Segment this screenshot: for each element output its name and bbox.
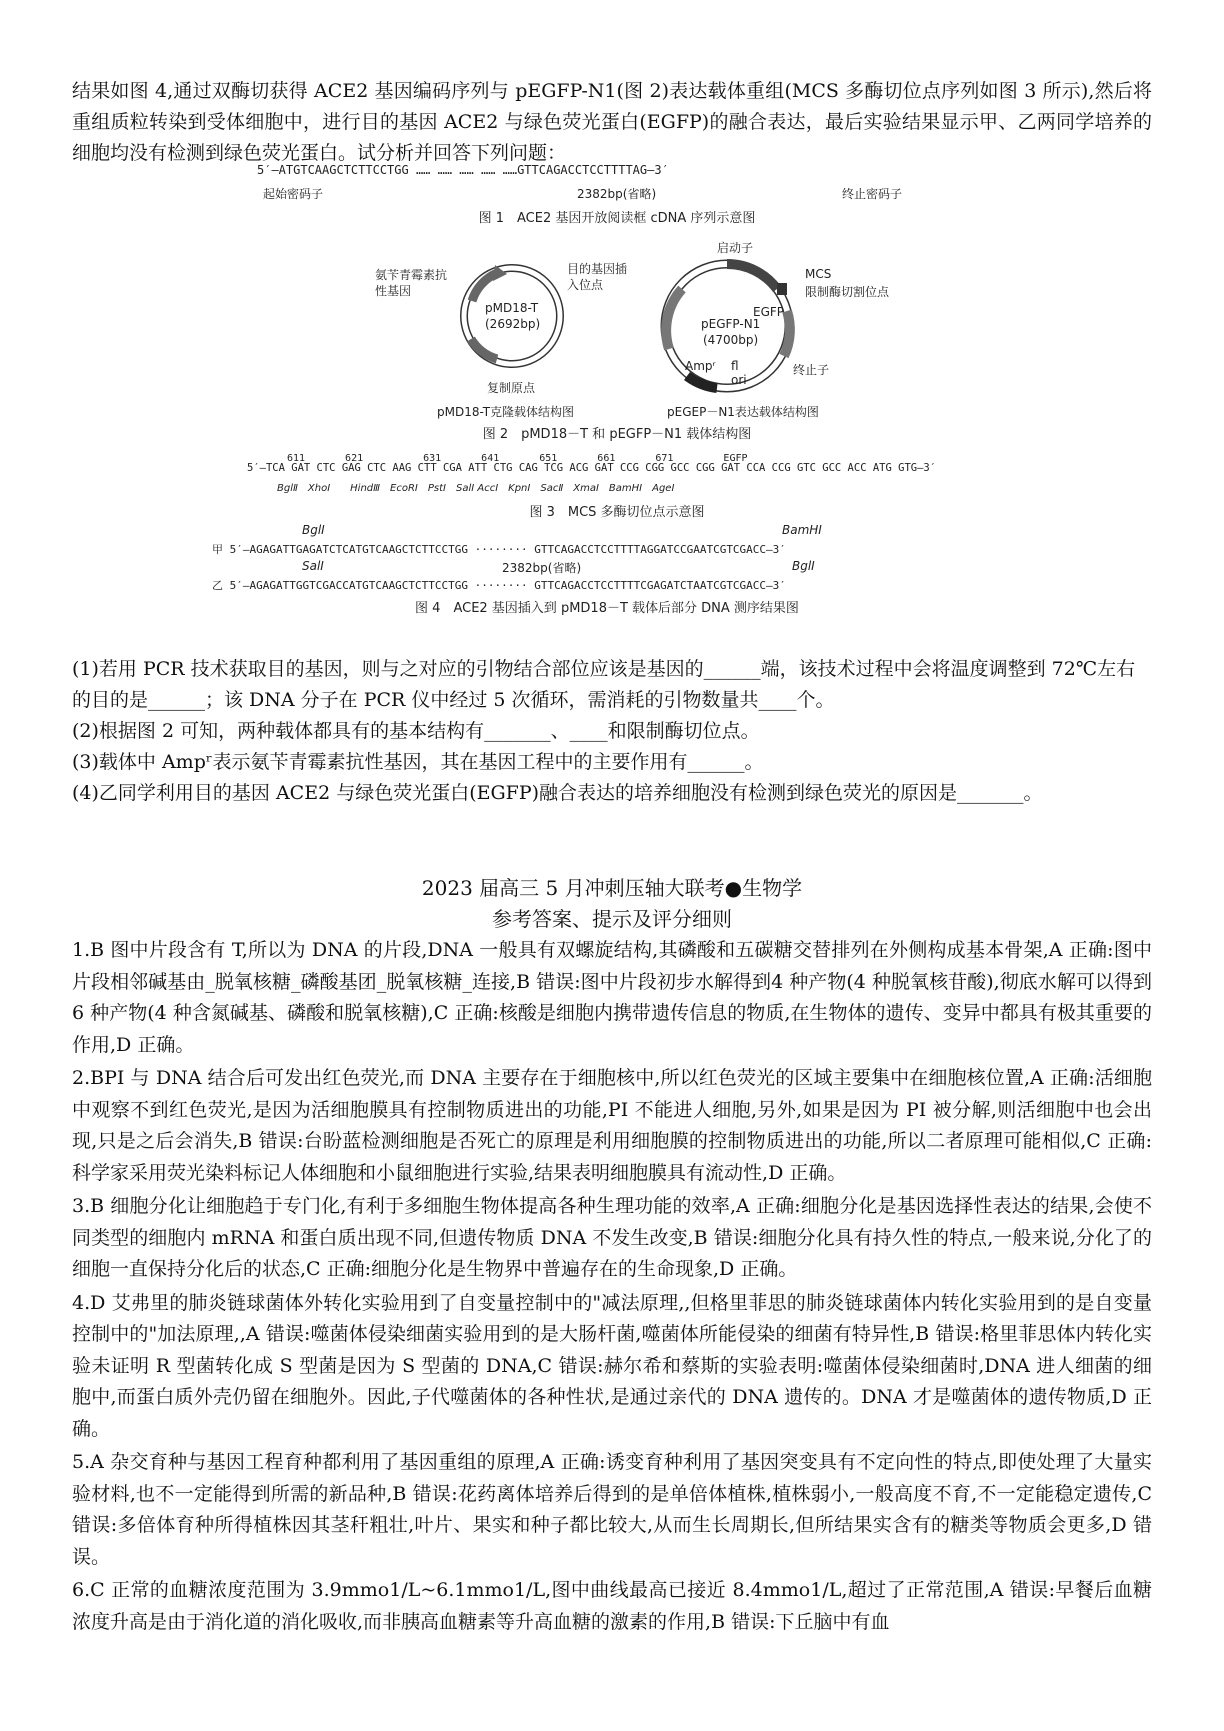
fig1-stop-label: 终止密码子 — [842, 187, 903, 201]
fig3-enzymes: BglⅡ XhoⅠ HindⅢ EcoRⅠ PstⅠ SalⅠ AccⅠ KpnⅠ SacⅡ XmaⅠ BamHⅠ AgeⅠ — [277, 483, 675, 494]
figure-3 — [247, 449, 987, 519]
fig1-start-label: 起始密码子 — [263, 187, 324, 201]
pmd18t-size: (2692bp) — [485, 317, 541, 331]
intro-paragraph: 结果如图 4,通过双酶切获得 ACE2 基因编码序列与 pEGFP-N1(图 2)表达载体重组(MCS 多酶切位点序列如图 3 所示),然后将重组质粒转染到受体细胞中，进行目的基因 ACE2 与绿色荧光蛋白(EGFP)的融合表达，最后实验结果显示甲、乙两同学培养的细胞均没有检测到绿色荧光蛋白。试分析并回答下列问题： — [72, 80, 1152, 164]
fig2-caption: 图 2 pMD18－T 和 pEGFP－N1 载体结构图 — [482, 427, 752, 442]
fig1-sequence: 5′–ATGTCAAGCTCTTCCTGG …… …… …… …… ……GTTCAGACCTCCTTTTAG–3′ — [257, 163, 669, 177]
question-1: (1)若用 PCR 技术获取目的基因，则与之对应的引物结合部位应该是基因的______端，该技术过程中会将温度调整到 72℃左右的目的是______；该 DNA 分子在 PCR 仪中经过 5 次循环，需消耗的引物数量共____个。 — [72, 658, 1136, 711]
pegfp-size: (4700bp) — [703, 333, 759, 347]
fig3-caption: 图 3 MCS 多酶切位点示意图 — [529, 505, 705, 520]
fig1-caption: 图 1 ACE2 基因开放阅读框 cDNA 序列示意图 — [478, 211, 756, 226]
answer-item: 3.B 细胞分化让细胞趋于专门化,有利于多细胞生物体提高各种生理功能的效率,A 正确:细胞分化是基因选择性表达的结果,会使不同类型的细胞内 mRNA 和蛋白质出现不同,但遗传物质 DNA 不发生改变,B 错误:细胞分化具有持久性的特点,一般来说,分化了的细胞一直保持分化后的状态,C 正确:细胞分化是生物界中普遍存在的生命现象,D 正确。 — [72, 1195, 1152, 1280]
answer-item: 2.BPI 与 DNA 结合后可发出红色荧光,而 DNA 主要存在于细胞核中,所以红色荧光的区域主要集中在细胞核位置,A 正确:活细胞中观察不到红色荧光,是因为活细胞膜具有控制物质进出的功能,PI 不能进人细胞,另外,如果是因为 PI 被分解,则活细胞中也会出现,只是之后会消失,B 错误:台盼蓝检测细胞是否死亡的原理是利用细胞膜的控制物质进出的功能,所以二者原理可能相似,C 正确:科学家采用荧光染料标记人体细胞和小鼠细胞进行实验,结果表明细胞膜具有流动性,D 正确。 — [72, 1067, 1152, 1184]
pegfp-mcs-label: MCS — [805, 267, 832, 281]
answer-item: 6.C 正常的血糖浓度范围为 3.9mmo1/L~6.1mmo1/L,图中曲线最高已接近 8.4mmo1/L,超过了正常范围,A 错误:早餐后血糖浓度升高是由于消化道的消化吸收,而非胰高血糖素等升高血糖的激素的作用,B 错误:下丘脑中有血 — [72, 1579, 1152, 1633]
pegfp-egfp-label: EGFP — [753, 305, 785, 319]
answer-title: 2023 届高三 5 月冲刺压轴大联考●生物学 — [421, 876, 803, 900]
question-4: (4)乙同学利用目的基因 ACE2 与绿色荧光蛋白(EGFP)融合表达的培养细胞没有检测到绿色荧光的原因是_______。 — [72, 782, 1043, 804]
answer-subtitle: 参考答案、提示及评分细则 — [492, 907, 732, 931]
pegfp-amp-label: Ampʳ — [685, 359, 716, 373]
answer-item: 1.B 图中片段含有 T,所以为 DNA 的片段,DNA 一般具有双螺旋结构,其磷酸和五碳糖交替排列在外侧构成基本骨架,A 正确:图中片段相邻碱基由_脱氧核糖_磷酸基团_脱氧核糖_连接,B 错误:图中片段初步水解得到4 种产物(4 种脱氧核苷酸),彻底水解可以得到 6 种产物(4 种含氮碱基、磷酸和脱氧核糖),C 正确:核酸是细胞内携带遗传信息的物质,在生物体的遗传、变异中都具有极其重要的作用,D 正确。 — [72, 939, 1152, 1056]
pmd18t-insert-label: 目的基因插入位点 — [567, 262, 628, 292]
answer-list — [72, 935, 1152, 1640]
fig1-mid-label: 2382bp(省略) — [577, 187, 657, 201]
pmd18t-name: pMD18-T — [485, 301, 539, 315]
fig4-jia-enzyme-1: BglⅠ — [302, 523, 325, 537]
question-3: (3)载体中 Ampʳ表示氨苄青霉素抗性基因，其在基因工程中的主要作用有______。 — [72, 751, 764, 773]
fig3-positions: 611 621 631 641 651 661 671 EGFP — [287, 453, 748, 464]
pegfp-promoter-label: 启动子 — [717, 241, 754, 255]
fig4-jia-sequence: 甲 5′–AGAGATTGAGATCTCATGTCAAGCTCTTCCTGG ········ GTTCAGACCTCCTTTTAGGATCCGAATCGTCGACC–3′ — [212, 543, 786, 556]
fig4-caption: 图 4 ACE2 基因插入到 pMD18－T 载体后部分 DNA 测序结果图 — [415, 601, 799, 616]
answer-item: 5.A 杂交育种与基因工程育种都利用了基因重组的原理,A 正确:诱变育种利用了基因突变具有不定向性的特点,即使处理了大量实验材料,也不一定能得到所需的新品种,B 错误:花药离体培养后得到的是单倍体植株,植株弱小,一般高度不育,不一定能稳定遗传,C 错误:多倍体育种所得植株因其茎秆粗壮,叶片、果实和种子都比较大,从而生长周期长,但所结果实含有的糖类等物质会更多,D 错误。 — [72, 1451, 1152, 1568]
fig4-yi-sequence: 乙 5′–AGAGATTGGTCGACCATGTCAAGCTCTTCCTGG ········ GTTCAGACCTCCTTTTCGAGATCTAATCGTCGACC–3′ — [212, 579, 786, 592]
pegfp-mcs-desc: 限制酶切割位点 — [805, 285, 890, 299]
fig3-sequence: 5′–TCA GAT CTC GAG CTC AAG CTT CGA ATT CTG CAG TCG ACG GAT CCG CGG GCC CGG GAT CCA CCG GTC GCC ACC ATG GTG–3′ — [247, 462, 937, 474]
pmd18t-ori-label: 复制原点 — [487, 381, 536, 395]
fig4-yi-enzyme-1: SalⅠ — [302, 559, 324, 573]
question-2: (2)根据图 2 可知，两种载体都具有的基本结构有_______、____和限制酶切位点。 — [72, 720, 760, 742]
pegfp-name: pEGFP-N1 — [701, 317, 761, 331]
pegfp-ori-label: fl ori — [731, 359, 747, 387]
pegfp-terminator-label: 终止子 — [793, 363, 830, 377]
figure-2 — [257, 231, 977, 441]
pmd18t-amp-label: 氨苄青霉素抗性基因 — [375, 268, 448, 298]
pegfp-caption: pEGEP－N1表达载体结构图 — [667, 405, 819, 419]
fig4-yi-enzyme-2: BglⅠ — [792, 559, 815, 573]
answer-item: 4.D 艾弗里的肺炎链球菌体外转化实验用到了自变量控制中的"减法原理,,但格里菲思的肺炎链球菌体内转化实验用到的是自变量控制中的"加法原理,,A 错误:噬菌体侵染细菌实验用到的是大肠杆菌,噬菌体所能侵染的细菌有特异性,B 错误:格里菲思体内转化实验未证明 R 型菌转化成 S 型菌是因为 S 型菌的 DNA,C 错误:赫尔希和蔡斯的实验表明:噬菌体侵染细菌时,DNA 进人细菌的细胞中,而蛋白质外壳仍留在细胞外。因此,子代噬菌体的各种性状,是通过亲代的 DNA 遗传的。DNA 才是噬菌体的遗传物质,D 正确。 — [72, 1291, 1152, 1440]
pmd18t-caption: pMD18-T克隆载体结构图 — [437, 405, 575, 419]
figure-4 — [212, 523, 1002, 615]
fig4-jia-enzyme-2: BamHⅠ — [782, 523, 822, 537]
figure-1 — [257, 163, 977, 227]
fig4-mid-label: 2382bp(省略) — [502, 561, 582, 575]
